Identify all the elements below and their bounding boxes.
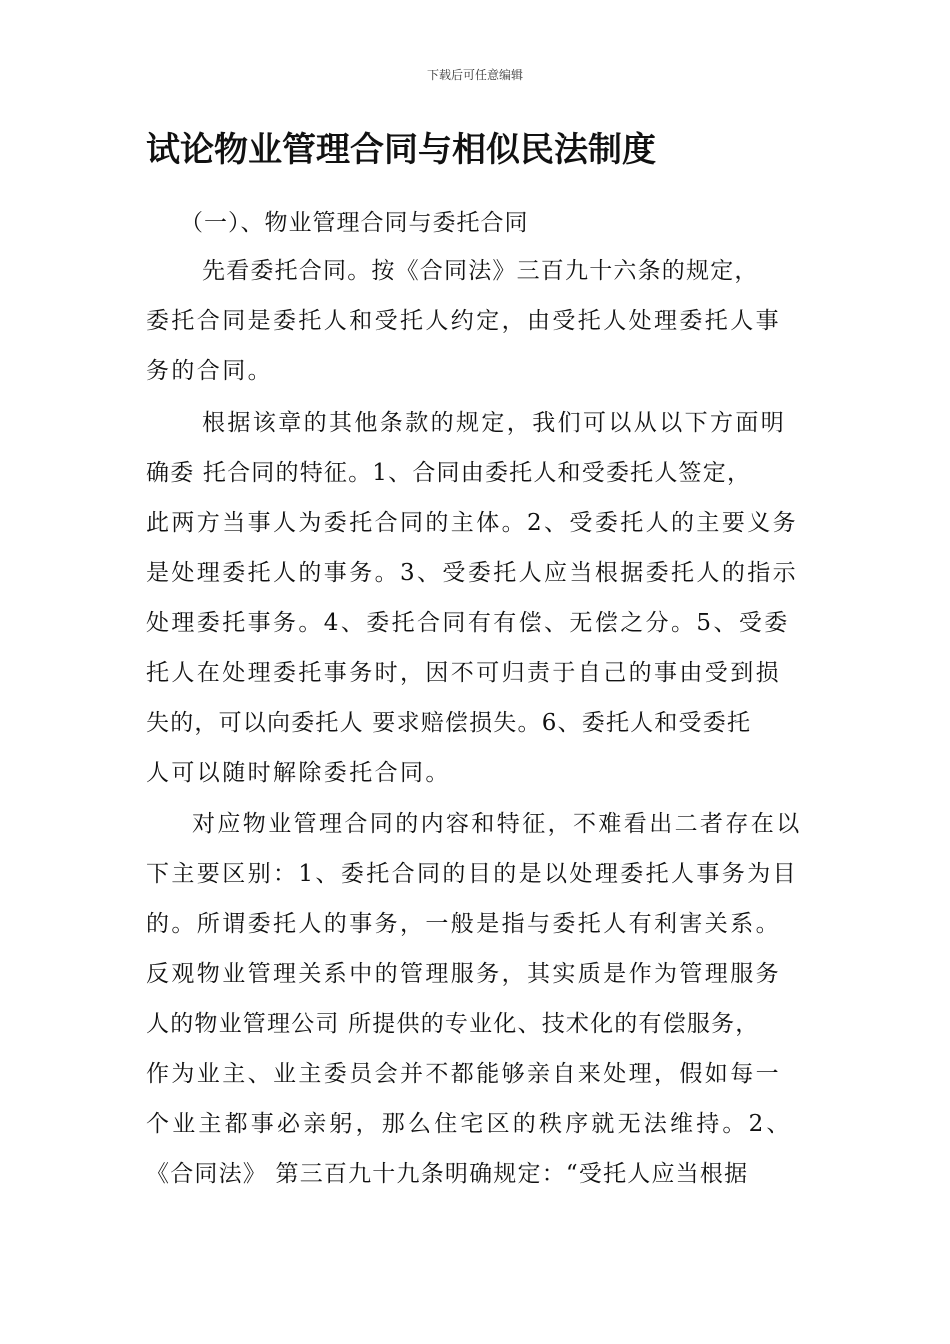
paragraph-line: 个业主都事必亲躬，那么住宅区的秩序就无法维持。2、 <box>146 1111 793 1137</box>
paragraph-line: 此两方当事人为委托合同的主体。2、受委托人的主要义务 <box>146 510 799 536</box>
paragraph-1 <box>146 246 806 396</box>
paragraph-line: 托人在处理委托事务时，因不可归责于自己的事由受到损 <box>146 660 781 686</box>
paragraph-2 <box>146 398 806 798</box>
paragraph-line: 人可以随时解除委托合同。 <box>146 760 451 786</box>
paragraph-line: 对应物业管理合同的内容和特征，不难看出二者存在以 <box>192 811 802 837</box>
paragraph-line: 确委 托合同的特征。1、合同由委托人和受委托人签定， <box>146 460 752 486</box>
paragraph-line: 的。所谓委托人的事务，一般是指与委托人有利害关系。 <box>146 911 781 937</box>
paragraph-line: 是处理委托人的事务。3、受委托人应当根据委托人的指示 <box>146 560 799 586</box>
document-title: 试论物业管理合同与相似民法制度 <box>146 130 656 170</box>
paragraph-line: 反观物业管理关系中的管理服务，其实质是作为管理服务 <box>146 961 781 987</box>
paragraph-line: 先看委托合同。按《合同法》三百九十六条的规定， <box>202 258 759 284</box>
paragraph-line: 下主要区别：1、委托合同的目的是以处理委托人事务为目 <box>146 861 799 887</box>
header-note: 下载后可任意编辑 <box>426 68 523 82</box>
paragraph-line: 失的，可以向委托人 要求赔偿损失。6、委托人和受委托 <box>146 710 752 736</box>
paragraph-line: 处理委托事务。4、委托合同有有偿、无偿之分。5、受委 <box>146 610 790 636</box>
paragraph-line: 《合同法》 第三百九十九条明确规定：“受托人应当根据 <box>146 1161 749 1187</box>
section-heading: （一）、物业管理合同与委托合同 <box>180 210 529 236</box>
paragraph-line: 委托合同是委托人和受托人约定，由受托人处理委托人事 <box>146 308 781 334</box>
paragraph-line: 作为业主、业主委员会并不都能够亲自来处理，假如每一 <box>146 1061 781 1087</box>
paragraph-3 <box>146 799 806 1199</box>
paragraph-line: 人的物业管理公司 所提供的专业化、技术化的有偿服务， <box>146 1011 760 1037</box>
paragraph-line: 根据该章的其他条款的规定，我们可以从以下方面明 <box>202 410 787 436</box>
paragraph-line: 务的合同。 <box>146 358 273 384</box>
